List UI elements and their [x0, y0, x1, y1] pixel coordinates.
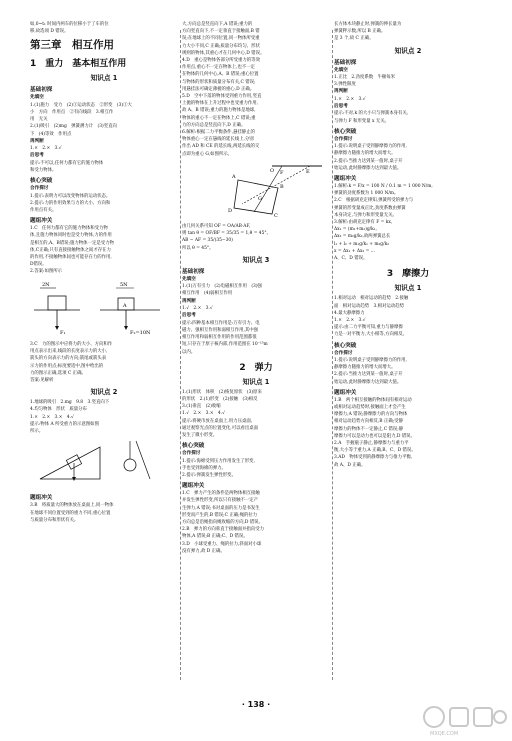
think-label: 后思考 — [334, 104, 348, 110]
fill-blank-label: 先填空 — [182, 276, 196, 282]
diagram-label: D — [228, 207, 233, 214]
text-line: 2.提示:当推力达到某一值时,桌子开 — [334, 372, 403, 378]
basic-explore-heading: 基础初探 — [334, 59, 357, 66]
core-breakthrough-heading: 核心突破 — [334, 128, 357, 135]
text-line: 大,方向总是竖直向下,A 错误;重力的 — [182, 22, 253, 27]
core-breakthrough-heading: 核心突破 — [334, 342, 357, 349]
text-line: 提示:由二力平衡可知,重力与静摩擦 — [334, 325, 403, 331]
text-line: 的形状 2.(1)形变 (2)接触 (3)相反 — [182, 396, 258, 402]
core-breakthrough-heading: 核心突破 — [30, 178, 53, 185]
text-line: 由几何关系可知 OF = OA/AB·AF, — [182, 224, 251, 230]
text-line: 力大小不同,C 正确;质量分布均匀、形状 — [182, 43, 260, 49]
judge-answers: 1.× 2.× 3.√ — [334, 96, 366, 102]
text-line: 2.答案:如图所示 — [30, 269, 63, 275]
text-line: 方向竖直向下,不一定垂直于接触面,B 错 — [182, 29, 260, 35]
judge-answers: 1.× 2.× 3.× 4.√ — [30, 414, 74, 420]
text-line: 1.提示:说明桌子受到静摩擦力的作用, — [334, 357, 407, 363]
text-line: 小 方向 作用点 ②有向线段 3.相互作 — [30, 110, 114, 116]
watermark-text: MXQE.COM — [430, 731, 459, 737]
text-line: 3.(1)垂直 (2)收缩 — [182, 404, 221, 410]
text-line: 提示:将硬币放在桌面上,用力压桌面, — [182, 418, 253, 424]
text-line: 和受力物体。 — [30, 168, 57, 174]
exercise-heading: 题组冲关 — [334, 176, 357, 183]
text-line: 方向总是沿绳指向绳收缩的方向,D 错误。 — [182, 519, 263, 525]
think-label: 后思考 — [30, 153, 44, 159]
diagram-label: A — [123, 302, 127, 309]
text-line: 静摩擦力随推力的增大而增大。 — [334, 151, 396, 157]
text-line: 生弹力,A 错误;书对桌面的压力是书发生 — [182, 505, 260, 511]
text-line: 体,且施力物体同时也是受力物体,力的作用 — [30, 233, 112, 239]
text-line: 故 A、D 正确。 — [334, 462, 366, 468]
text-line: 4.均匀物体 形状 质量分布 — [30, 407, 87, 413]
text-line: 1.解析:k = F/x = 100 N / 0.1 m = 1 000 N/m, — [334, 184, 433, 190]
chapter-title: 第三章 相互作用 — [30, 39, 114, 52]
column-middle — [182, 22, 330, 556]
text-line: 弹簧的形变量成正比,劲度系数由弹簧 — [334, 205, 406, 211]
text-line: 示力的作用点;标度要适中,图中给出的 — [30, 363, 104, 369]
text-line: 是相互的,A、B错误;施力物体一定是受力物 — [30, 240, 114, 246]
text-line: A、C、D 错误。 — [334, 256, 368, 262]
text-line: 发生了微小形变。 — [182, 432, 218, 438]
exercise-heading: 题组冲关 — [30, 495, 53, 502]
text-line: 故 A、B 错误;重力的施力物体是地球, — [182, 108, 256, 114]
text-line: 相互作用 (4)弱相互作用 — [182, 291, 233, 297]
text-line: 2.提示:当推力达到某一值时,桌子开 — [334, 158, 403, 164]
text-line: Δx₂ = m₂g/k₂,故两弹簧总长 — [334, 234, 391, 240]
text-line: 提示:不对,k 的大小只与弹簧本身有关, — [334, 111, 409, 117]
text-line: 衡,大小等于重力,A 正确,B、C、D 错误。 — [334, 448, 416, 454]
text-line: 1.提示:海绵受到压力作用发生了形变, — [182, 458, 255, 464]
cooperate-label: 合作探讨 — [30, 186, 49, 192]
column-left — [30, 22, 178, 525]
text-line: 始运动,此时静摩擦力达到最大值。 — [334, 165, 402, 171]
text-line: 所示。 — [30, 428, 44, 434]
center-of-gravity-diagram — [182, 162, 330, 218]
text-line: 体,C正确;只有直接接触物体之间才存在力 — [30, 247, 111, 253]
text-line: 1.提示:说明桌子受到静摩擦力的作用, — [334, 144, 407, 150]
text-line: 1.(1)万有引力 (2)电磁相互作用 (3)强 — [182, 284, 262, 290]
diagram-label: F — [280, 169, 284, 176]
diagram-label: F₁ — [60, 329, 66, 336]
column-divider — [180, 30, 181, 680]
basic-explore-heading: 基础初探 — [182, 268, 205, 275]
text-line: 弹簧的劲度系数为 1 000 N/m。 — [334, 191, 399, 197]
text-line: 作用点,重心不一定在物体上,也不一定 — [182, 65, 256, 71]
text-line: 磁力、强相互作用和弱相互作用,其中强 — [182, 327, 259, 333]
diagram-label: F₂=10N — [130, 329, 151, 336]
text-line: Δx₁ = (m₁+m₂)g/k₁, — [334, 227, 377, 233]
text-line: 用点表示出来,线段的长度表示力的大小, — [30, 349, 108, 355]
intro-line: 如,0~t₁ 时间内两车的位移小于了车的位 — [30, 22, 109, 27]
text-line: 2.B 弹力的方向垂直于接触面并指向受力 — [182, 527, 265, 533]
text-line: 作用点有关。 — [30, 208, 57, 214]
answer-line: 答案:见解析 — [30, 377, 54, 383]
knowledge-point-heading: 知识点 1 — [90, 74, 118, 83]
text-line: 物体重心一定在悬线的延长线上,分别 — [182, 137, 254, 143]
text-line: 规则的物体,其重心才在几何中心,D 错误。 — [182, 50, 265, 56]
text-line: 提示:物体 A 所受重力的示意图如图 — [30, 421, 99, 427]
core-breakthrough-heading: 核心突破 — [182, 443, 205, 450]
column-right — [334, 22, 482, 470]
text-line: 以内。 — [182, 349, 196, 355]
intro-line: 移,故选项 D 错误。 — [30, 29, 69, 35]
diagram-label: A — [232, 173, 236, 180]
text-line: 在物体的几何中心,A、B 错误;重心位置 — [182, 72, 259, 78]
text-line: 下 (4)等效 作用点 — [30, 131, 72, 137]
text-line: 面 相对运动趋势 3.相对运动趋势 — [334, 303, 405, 309]
text-line: 手也受到海绵的弹力。 — [182, 465, 226, 471]
text-line: 2.A 手握瓶子静止,静摩擦力与重力平 — [334, 440, 409, 446]
text-line: 1.C 弹力产生的条件是两物体相互接触 — [182, 491, 260, 497]
text-line: 物体的重心不一定在物体上,C 错误;重 — [182, 115, 256, 121]
text-line: 是 3 个,故 C 正确。 — [334, 36, 374, 42]
text-line: 作出 AD 和 CE 的延长线,两延长线的交 — [182, 144, 260, 150]
think-label: 后思考 — [182, 313, 196, 319]
text-line: 的作用,不接触物体间也可能存在力的作用, — [30, 255, 112, 261]
judge-label: 再判断 — [182, 298, 196, 304]
column-divider — [332, 30, 333, 680]
exercise-heading: 题组冲关 — [334, 389, 357, 396]
text-line: 1.地球的吸引 2.mg 9.8 3.竖直向下 — [30, 400, 110, 406]
text-line: 没有弹力,故 D 正确。 — [182, 548, 225, 554]
diagram-label: B — [280, 183, 284, 190]
diagram-label: G — [258, 195, 262, 202]
text-line: 力是一对平衡力,大小相等,方向相反。 — [334, 332, 408, 338]
text-line: 摩擦力可以是动力也可以是阻力,D 错误。 — [334, 433, 415, 439]
text-line: 1.正比 2.劲度系数 牛顿每米 — [334, 75, 396, 81]
judge-answers: 1.√ 2.× 3.× 4.√ — [182, 411, 225, 417]
exercise-heading: 题组冲关 — [182, 483, 205, 490]
knowledge-point-heading: 知识点 1 — [394, 284, 422, 293]
text-line: 3.B 将质量大的物体放在桌面上,同一物体 — [30, 503, 114, 509]
text-line: 3.解析:由胡克定律有 F = kx, — [334, 220, 393, 226]
text-line: 3.D 小球受重力、绳的拉力,斜面对小球 — [182, 541, 262, 547]
knowledge-point-heading: 知识点 1 — [242, 377, 270, 386]
text-line: 1.(1)施力 受力 (2)①运动状态 ②形变 (3)①大 — [30, 102, 132, 108]
text-line: 1.相对运动 相对运动的趋势 2.接触 — [334, 296, 409, 302]
text-line: 力的图示正确,选项 C 正确。 — [30, 370, 86, 376]
text-line: 始运动,此时静摩擦力达到最大值。 — [334, 379, 402, 385]
text-line: 4.最大静摩擦力 — [334, 310, 365, 316]
diagram-label: O — [270, 167, 275, 174]
text-line: 1.提示:表明力可以改变物体的运动状态。 — [30, 193, 111, 199]
text-line: 上抛的物体在上升过程中也受重力作用, — [182, 101, 259, 107]
judge-answers: 1.× 2.× 3.√ — [30, 146, 62, 152]
knowledge-point-heading: 知识点 2 — [394, 46, 422, 55]
page-number: · 138 · — [241, 700, 271, 709]
section-title: 2 弹力 — [239, 362, 273, 373]
text-line: 相对运动趋势方向相反,B 正确;受静 — [334, 419, 403, 425]
text-line: 用 无关 — [30, 117, 48, 123]
text-line: 3.AD 物体受到的静摩擦力与推力平衡, — [334, 455, 413, 461]
text-line: 摩擦力,A 错误;静摩擦力的方向与物体 — [334, 412, 408, 418]
text-line: 1.C 任何力都有它的施力物体和受力物 — [30, 226, 108, 232]
fill-blank-label: 先填空 — [30, 95, 44, 101]
text-line: 则 tan θ = OF/BF = 35/35 = 1,θ = 45°。 — [182, 231, 271, 237]
knowledge-point-heading: 知识点 3 — [242, 255, 270, 264]
text-line: x = Δx₁ + Δx₂ = ... — [334, 248, 375, 254]
equation-line: AB − AF = 35/(35−30) — [182, 238, 233, 244]
text-line: 1.B 两个相互接触的物体间有相对运动 — [334, 397, 412, 403]
text-line: 相互作用和弱相互作用的作用范围都很 — [182, 335, 257, 341]
exercise-heading: 题组冲关 — [30, 218, 53, 225]
diagram-label: E — [306, 168, 310, 175]
text-line: 与弹力 F 和形变量 x 无关。 — [334, 118, 390, 124]
text-line: 提示:不可以,任何力都有它的施力物体 — [30, 160, 104, 166]
text-line: 通过观察光点的位置变化,可以看出桌面 — [182, 425, 259, 431]
fill-blank-label: 先填空 — [334, 67, 348, 73]
diagram-label: C — [274, 212, 278, 218]
text-line: 点即为重心 G,如图所示。 — [182, 151, 233, 157]
text-line: 与物体的形状和质量分布有关,C 错误; — [182, 79, 256, 85]
text-line: 力的方向总是竖直向下,D 正确。 — [182, 122, 246, 128]
section-title: 3 摩擦力 — [386, 269, 430, 280]
basic-explore-heading: 基础初探 — [30, 87, 53, 94]
text-line: 摩擦力的物体不一定静止,C 错误;静 — [334, 426, 404, 432]
text-line: 2.提示:力的作用效果与力的大小、方向和 — [30, 200, 111, 206]
gravity-diagram — [30, 439, 178, 485]
text-line: 或相对运动趋势时,接触面上才会产生 — [334, 404, 406, 410]
text-line: 本身决定,与弹力和形变量无关。 — [334, 212, 397, 218]
force-diagram — [30, 280, 178, 336]
text-line: 在地球不同位置受到的重力不同,重心位置 — [30, 510, 111, 516]
text-line: D错误。 — [30, 262, 47, 268]
text-line: 1.(1)形状 体积 (2)恢复原状 (3)原来 — [182, 389, 262, 395]
text-line: 箭头的方向表示力的方向;箭尾或箭头表 — [30, 356, 107, 362]
text-line: 6.解析:根据二力平衡条件,悬挂静止的 — [182, 130, 255, 136]
text-line: 误;在地球上的不同位置,同一物体所受重 — [182, 36, 260, 42]
text-line: 长方体木块静止时,弹簧的伸长量为 — [334, 22, 402, 27]
text-line: 短,只存在于原子核内部,作用范围在 10⁻¹⁵m — [182, 342, 268, 348]
text-line: 4.D 重心是物体各部分所受重力的等效 — [182, 58, 260, 64]
text-line: 5.D 空中下落的物体受到重力作用,竖直 — [182, 94, 262, 100]
text-line: 3.C 力的图示中应将力的大小、方向和作 — [30, 341, 113, 347]
diagram-label: 2N — [42, 281, 50, 288]
section-title: 1 重力 基本相互作用 — [30, 59, 127, 70]
judge-label: 再判断 — [334, 89, 348, 95]
text-line: 物体,A 错误;B 正确;C、D 错误。 — [182, 534, 248, 540]
text-line: 形变而产生的,B 错误;C 正确;绳的拉力 — [182, 512, 258, 518]
text-line: 2.C 根据胡克定律知,弹簧所受的弹力与 — [334, 198, 414, 204]
text-line: 用悬挂法可确定薄板的重心,D 正确。 — [182, 86, 255, 92]
text-line: 弹簧秤示数,所以 B 正确。 — [334, 29, 386, 35]
cooperate-label: 合作探讨 — [334, 350, 353, 356]
judge-answers: 1.× 2.× 3.√ — [334, 317, 366, 323]
text-line: l₁ + l₂ + m₁g/k₁ + m₂g/k₂ — [334, 241, 390, 247]
diagram-label: 5N — [120, 281, 128, 288]
text-line: 静摩擦力随推力的增大而增大。 — [334, 365, 396, 371]
text-line: 并发生弹性形变,所以只有接触不一定产 — [182, 498, 259, 504]
judge-answers: 1.√ 2.× 3.√ — [182, 306, 213, 312]
knowledge-point-heading: 知识点 2 — [90, 388, 118, 397]
cooperate-label: 合作探讨 — [182, 451, 201, 457]
judge-label: 再判断 — [30, 138, 44, 144]
text-line: 2.提示:弹簧发生弹性形变。 — [182, 472, 236, 478]
text-line: 提示:四种基本相互作用是:万有引力、电 — [182, 320, 260, 326]
text-line: 与质量分布和形状有关。 — [30, 517, 79, 523]
text-line: 3.弹性限度 — [334, 82, 356, 88]
cooperate-label: 合作探讨 — [334, 136, 353, 142]
text-line: 2.(1)吸引 (2)mg 弹簧测力计 (3)竖直向 — [30, 124, 117, 130]
text-line: 所以 θ = 45°。 — [182, 245, 214, 251]
